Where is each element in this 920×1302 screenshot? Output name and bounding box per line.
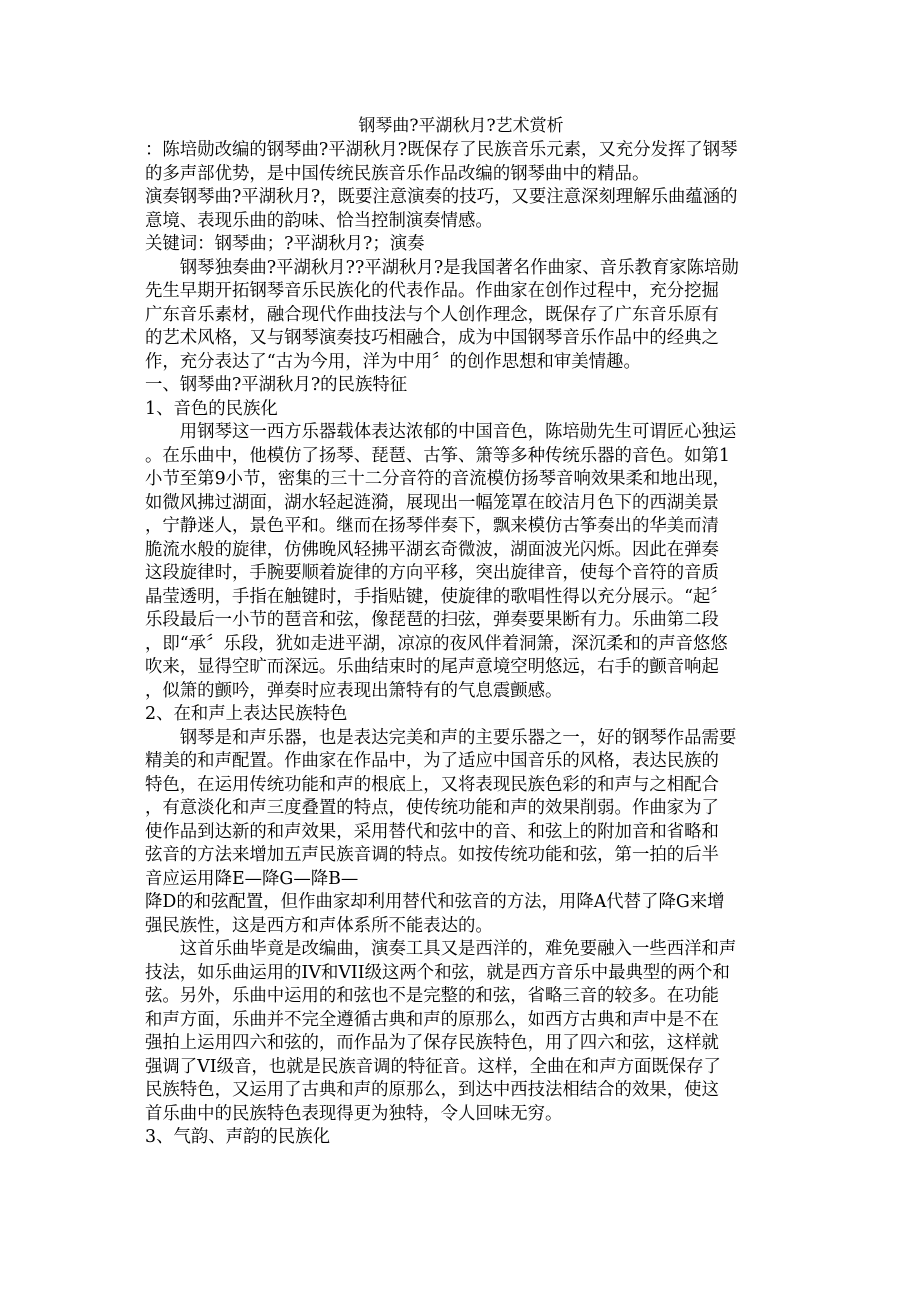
text-line: 作，充分表达了“古为今用，洋为中用〞的创作思想和审美情趣。 [145,351,641,372]
text-line: ，宁静迷人，景色平和。继而在扬琴伴奏下，飘来模仿古筝奏出的华美而清 [145,516,719,536]
text-line: 广东音乐素材，融合现代作曲技法与个人创作理念，既保存了广东音乐原有 [145,304,719,325]
text-line: 强调了VI级音，也就是民族音调的特征音。这样，全曲在和声方面既保存了 [145,1056,721,1077]
text-line: 和声方面，乐曲并不完全遵循古典和声的原那么，如西方古典和声中是不在 [145,1009,719,1030]
text-line: ：陈培勋改编的钢琴曲?平湖秋月?既保存了民族音乐元素，又充分发挥了钢琴 [145,140,738,160]
text-line: 一、钢琴曲?平湖秋月?的民族特征 [145,375,408,395]
text-line: ，有意淡化和声三度叠置的特点，使传统功能和声的效果削弱。作曲家为了 [145,798,719,818]
text-line: 钢琴独奏曲?平湖秋月??平湖秋月?是我国著名作曲家、音乐教育家陈培勋 [145,257,739,278]
text-line: ，即“承〞乐段，犹如走进平湖，凉凉的夜风伴着洞箫，深沉柔和的声音悠悠 [145,633,728,654]
text-line: 吹来，显得空旷而深远。乐曲结束时的尾声意境空明悠远，右手的颤音响起 [145,657,719,677]
text-line: 钢琴是和声乐器，也是表达完美和声的主要乐器之一，好的钢琴作品需要 [145,727,737,748]
text-line: 小节至第9小节，密集的三十二分音符的音流模仿扬琴音响效果柔和地出现， [145,469,730,489]
text-line: 乐段最后一小节的琶音和弦，像琵琶的扫弦，弹奏要果断有力。乐曲第二段 [145,610,719,630]
text-line: 强拍上运用四六和弦的，而作品为了保存民族特色，用了四六和弦，这样就 [145,1033,719,1053]
text-line: 晶莹透明，手指在触键时，手指贴键，使旋律的歌唱性得以充分展示。“起〞 [145,586,728,607]
text-line: 的多声部优势，是中国传统民族音乐作品改编的钢琴曲中的精品。 [145,163,650,184]
document-title: 钢琴曲?平湖秋月?艺术赏析 [358,116,564,136]
text-line: 降D的和弦配置，但作曲家却利用替代和弦音的方法，用降A代替了降G来增 [145,892,725,912]
text-line: 精美的和声配置。作曲家在作品中，为了适应中国音乐的风格，表达民族的 [145,751,719,771]
text-line: 弦音的方法来增加五声民族音调的特点。如按传统功能和弦，第一拍的后半 [145,845,719,865]
text-line: 特色，在运用传统功能和声的根底上，又将表现民族色彩的和声与之相配合 [145,774,719,795]
text-line: 使作品到达新的和声效果，采用替代和弦中的音、和弦上的附加音和省略和 [145,821,719,842]
document-page [145,113,777,1150]
text-line: 弦。另外，乐曲中运用的和弦也不是完整的和弦，省略三音的较多。在功能 [145,986,719,1006]
text-line: 强民族性，这是西方和声体系所不能表达的。 [145,915,493,936]
text-line: 意境、表现乐曲的韵味、恰当控制演奏情感。 [145,210,493,231]
text-line: 关键词：钢琴曲；?平湖秋月?；演奏 [145,234,425,254]
text-line: 如微风拂过湖面，湖水轻起涟漪，展现出一幅笼罩在皎洁月色下的西湖美景 [145,492,719,513]
text-line: 这段旋律时，手腕要顺着旋律的方向平移，突出旋律音，使每个音符的音质 [145,563,719,583]
text-line: 2、在和声上表达民族特色 [145,704,348,724]
text-line: 音应运用降E—降G—降B— [145,868,359,889]
text-line: 民族特色，又运用了古典和声的原那么，到达中西技法相结合的效果，使这 [145,1080,719,1100]
text-line: 。在乐曲中，他模仿了扬琴、琵琶、古筝、箫等多种传统乐器的音色。如第1 [145,445,730,466]
text-line: 技法，如乐曲运用的IV和VII级这两个和弦，就是西方音乐中最典型的两个和 [145,962,730,983]
document-body [145,139,777,1150]
text-line: 首乐曲中的民族特色表现得更为独特，令人回味无穷。 [145,1103,563,1124]
text-line: 这首乐曲毕竟是改编曲，演奏工具又是西洋的，难免要融入一些西洋和声 [145,939,737,959]
text-line: 脆流水般的旋律，仿佛晚风轻拂平湖玄奇微波，湖面波光闪烁。因此在弹奏 [145,539,719,560]
text-line: 的艺术风格，又与钢琴演奏技巧相融合，成为中国钢琴音乐作品中的经典之 [145,328,719,348]
text-line: ，似箫的颤吟，弹奏时应表现出箫特有的气息震颤感。 [145,680,563,701]
text-line: 演奏钢琴曲?平湖秋月?，既要注意演奏的技巧，又要注意深刻理解乐曲蕴涵的 [145,187,738,207]
text-line: 先生早期开拓钢琴音乐民族化的代表作品。作曲家在创作过程中，充分挖掘 [145,281,719,301]
text-line: 3、气韵、声韵的民族化 [145,1127,330,1147]
text-line: 1、音色的民族化 [145,398,278,419]
text-line: 用钢琴这一西方乐器载体表达浓郁的中国音色，陈培勋先生可谓匠心独运 [145,422,737,442]
